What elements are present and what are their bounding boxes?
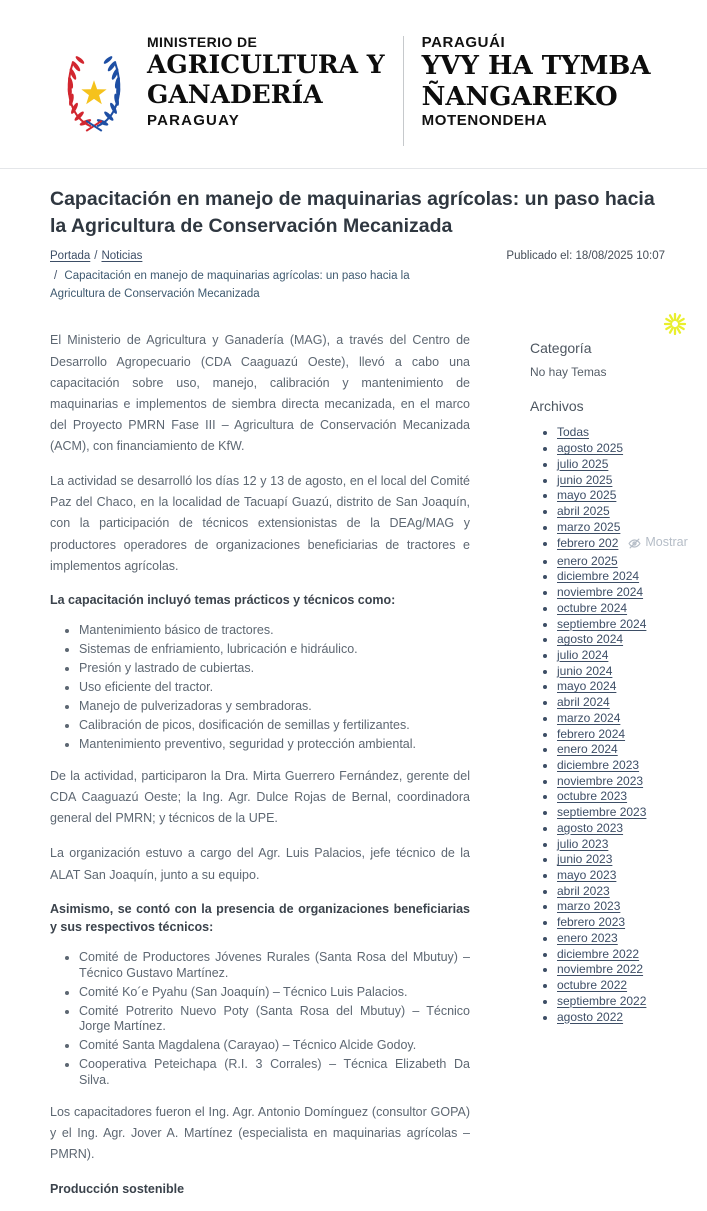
archive-link[interactable]: junio 2025 bbox=[557, 472, 613, 487]
archive-item bbox=[557, 536, 705, 551]
guarani-line-1: PARAGUÁI bbox=[421, 34, 506, 51]
page-title: Capacitación en manejo de maquinarias agrícolas: un paso hacia la Agricultura de Conservación Mecanizada bbox=[50, 188, 655, 238]
archive-link[interactable]: abril 2025 bbox=[557, 503, 610, 518]
main-layout bbox=[0, 330, 707, 1211]
content-bullet-list bbox=[50, 950, 470, 1088]
bullet-item: • Uso eficiente del tractor. bbox=[79, 680, 470, 696]
gold-star-icon bbox=[81, 80, 106, 104]
archive-link[interactable]: julio 2023 bbox=[557, 836, 609, 851]
accessibility-widget-button[interactable] bbox=[663, 312, 687, 336]
content-subheading: La capacitación incluyó temas prácticos y técnicos como: bbox=[50, 592, 396, 607]
ministry-line-3: GANADERÍA bbox=[147, 79, 323, 109]
bullet-item: • Calibración de picos, dosificación de semillas y fertilizantes. bbox=[79, 718, 470, 734]
archive-link[interactable]: marzo 2024 bbox=[557, 710, 621, 725]
article-meta-row bbox=[50, 250, 665, 262]
content-subheading: Producción sostenible bbox=[50, 1181, 185, 1196]
archive-item bbox=[557, 442, 705, 455]
archive-link[interactable]: enero 2024 bbox=[557, 742, 618, 757]
content-paragraph: Los capacitadores fueron el Ing. Agr. Antonio Domínguez (consultor GOPA) y el Ing. Agr. Jover A. Martínez (especialista en maquinarias agrícolas – PMRN). bbox=[50, 1105, 470, 1162]
archives-heading: Archivos bbox=[530, 398, 584, 415]
header-divider bbox=[0, 168, 707, 169]
show-tooltip bbox=[626, 535, 689, 550]
archive-item bbox=[557, 521, 705, 534]
archive-item bbox=[557, 885, 705, 898]
archive-link[interactable]: diciembre 2024 bbox=[557, 569, 640, 584]
archive-link[interactable]: abril 2023 bbox=[557, 883, 610, 898]
archive-link[interactable]: agosto 2022 bbox=[557, 1009, 624, 1024]
archive-link[interactable]: octubre 2022 bbox=[557, 978, 628, 993]
archive-link[interactable]: abril 2024 bbox=[557, 695, 610, 710]
archive-link[interactable]: agosto 2023 bbox=[557, 820, 624, 835]
archive-link[interactable]: marzo 2023 bbox=[557, 899, 621, 914]
ministry-line-1: MINISTERIO DE bbox=[147, 34, 258, 50]
archive-item bbox=[557, 995, 705, 1008]
guarani-line-4: MOTENONDEHA bbox=[421, 112, 548, 130]
content-bullet-list bbox=[50, 623, 470, 753]
archive-item bbox=[557, 743, 705, 756]
archive-link[interactable]: septiembre 2022 bbox=[557, 993, 647, 1008]
breadcrumb-separator: / bbox=[94, 249, 98, 262]
archive-item bbox=[557, 665, 705, 678]
archive-link[interactable]: enero 2023 bbox=[557, 930, 618, 945]
bullet-item: • Cooperativa Peteichapa (R.I. 3 Corrales) – Técnica Elizabeth Da Silva. bbox=[79, 1057, 470, 1088]
ministry-line-4: PARAGUAY bbox=[147, 112, 240, 129]
published-date: Publicado el: 18/08/2025 10:07 bbox=[506, 249, 665, 262]
guarani-line-2: YVY HA TYMBA bbox=[421, 51, 651, 81]
archive-link[interactable]: junio 2023 bbox=[557, 852, 613, 867]
archive-item bbox=[557, 932, 705, 945]
category-heading: Categoría bbox=[530, 340, 592, 357]
bullet-item: • Sistemas de enfriamiento, lubricación e hidráulico. bbox=[79, 642, 470, 658]
archive-link[interactable]: agosto 2024 bbox=[557, 632, 624, 647]
archive-link[interactable]: julio 2025 bbox=[557, 456, 609, 471]
archive-link[interactable]: marzo 2025 bbox=[557, 519, 621, 534]
breadcrumb-current-label: Capacitación en manejo de maquinarias agrícolas: un paso hacia la Agricultura de Conservación Mecanizada bbox=[50, 269, 410, 300]
header-vertical-divider bbox=[403, 36, 404, 146]
archive-item bbox=[557, 649, 705, 662]
show-tooltip-label: Mostrar bbox=[645, 535, 688, 550]
breadcrumb-current-page bbox=[50, 267, 452, 304]
archive-link[interactable]: diciembre 2023 bbox=[557, 758, 640, 773]
archive-link[interactable]: junio 2024 bbox=[557, 663, 613, 678]
archive-item bbox=[557, 790, 705, 803]
breadcrumb bbox=[50, 250, 142, 262]
archive-item bbox=[557, 759, 705, 772]
bullet-item: • Comité Ko´e Pyahu (San Joaquín) – Técnico Luis Palacios. bbox=[79, 985, 470, 1001]
content-paragraph: El Ministerio de Agricultura y Ganadería (MAG), a través del Centro de Desarrollo Agropecuario (CDA Caaguazú Oeste), llevó a cabo una capacitación sobre uso, manejo, calibración y mantenimiento de maquinarias e implementos de siembra directa mecanizada, en el marco del Proyecto PMRN Fase III – Agricultura de Conservación Mecanizada (ACM), con financiamiento de KfW. bbox=[50, 333, 470, 453]
archive-link[interactable]: mayo 2025 bbox=[557, 488, 617, 503]
archive-link[interactable]: enero 2025 bbox=[557, 553, 618, 568]
archive-link[interactable]: agosto 2025 bbox=[557, 441, 624, 456]
content-paragraph: La organización estuvo a cargo del Agr. Luis Palacios, jefe técnico de la ALAT San Joaquín, junto a su equipo. bbox=[50, 846, 470, 882]
breadcrumb-separator: / bbox=[54, 269, 58, 282]
archive-item bbox=[557, 602, 705, 615]
archive-item bbox=[557, 900, 705, 913]
content-paragraph: La actividad se desarrolló los días 12 y 13 de agosto, en el local del Comité Paz del Chaco, en la localidad de Tacuapí Guazú, distrito de San Joaquín, con la participación de técnicos extensionistas de la DEAg/MAG y productores operadores de organizaciones beneficiarias de tractores e implementos agrícolas. bbox=[50, 474, 470, 573]
archive-item bbox=[557, 822, 705, 835]
archive-link[interactable]: julio 2024 bbox=[557, 647, 609, 662]
archive-item bbox=[557, 979, 705, 992]
mag-coat-of-arms-logo bbox=[55, 32, 133, 148]
archive-link[interactable]: noviembre 2024 bbox=[557, 585, 644, 600]
archive-item bbox=[557, 948, 705, 961]
archive-item bbox=[557, 555, 705, 568]
sidebar bbox=[530, 330, 705, 1211]
archive-link[interactable]: noviembre 2023 bbox=[557, 773, 644, 788]
eye-off-icon bbox=[628, 537, 641, 550]
content-subheading: Asimismo, se contó con la presencia de organizaciones beneficiarias y sus respectivos técnicos: bbox=[50, 901, 470, 935]
bullet-item: • Comité Santa Magdalena (Carayao) – Técnico Alcide Godoy. bbox=[79, 1038, 470, 1054]
bullet-item: • Comité de Productores Jóvenes Rurales (Santa Rosa del Mbutuy) – Técnico Gustavo Martínez. bbox=[79, 950, 470, 981]
bullet-item: • Manejo de pulverizadoras y sembradoras. bbox=[79, 699, 470, 715]
ministry-line-2: AGRICULTURA Y bbox=[147, 50, 385, 79]
archive-item bbox=[557, 505, 705, 518]
yellow-asterisk-icon bbox=[663, 312, 687, 336]
bullet-item: • Mantenimiento preventivo, seguridad y protección ambiental. bbox=[79, 737, 470, 753]
archive-link[interactable]: septiembre 2023 bbox=[557, 805, 647, 820]
archive-link[interactable]: diciembre 2022 bbox=[557, 946, 640, 961]
archive-item bbox=[557, 806, 705, 819]
archive-item bbox=[557, 963, 705, 976]
archive-item bbox=[557, 489, 705, 502]
archive-link[interactable]: Todas bbox=[557, 425, 590, 440]
article-body bbox=[50, 330, 470, 1211]
breadcrumb-link-portada[interactable]: Portada bbox=[50, 249, 91, 262]
archive-item bbox=[557, 474, 705, 487]
archive-item bbox=[557, 570, 705, 583]
site-header bbox=[0, 0, 707, 148]
archive-item bbox=[557, 1011, 705, 1024]
bullet-item: • Mantenimiento básico de tractores. bbox=[79, 623, 470, 639]
archive-item bbox=[557, 869, 705, 882]
archive-link[interactable]: febrero 2024 bbox=[557, 726, 626, 741]
archive-item bbox=[557, 426, 705, 439]
archive-item bbox=[557, 775, 705, 788]
bullet-item: • Presión y lastrado de cubiertas. bbox=[79, 661, 470, 677]
archive-item bbox=[557, 838, 705, 851]
archive-item bbox=[557, 712, 705, 725]
archive-link[interactable]: febrero 2023 bbox=[557, 915, 626, 930]
breadcrumb-link-noticias[interactable]: Noticias bbox=[101, 249, 143, 262]
archive-item bbox=[557, 618, 705, 631]
archive-item bbox=[557, 916, 705, 929]
archive-link[interactable]: mayo 2024 bbox=[557, 679, 617, 694]
archive-link[interactable]: mayo 2023 bbox=[557, 868, 617, 883]
archive-item bbox=[557, 680, 705, 693]
archive-item bbox=[557, 728, 705, 741]
archive-item bbox=[557, 853, 705, 866]
archive-link[interactable]: noviembre 2022 bbox=[557, 962, 644, 977]
archive-link[interactable]: octubre 2023 bbox=[557, 789, 628, 804]
archive-list bbox=[530, 426, 705, 1023]
bullet-item: • Comité Potrerito Nuevo Poty (Santa Rosa del Mbutuy) – Técnico Jorge Martínez. bbox=[79, 1004, 470, 1035]
archive-link[interactable]: febrero 202 bbox=[557, 536, 619, 551]
archive-item bbox=[557, 633, 705, 646]
archive-item bbox=[557, 458, 705, 471]
archive-item bbox=[557, 586, 705, 599]
category-empty-text: No hay Temas bbox=[530, 365, 607, 380]
ministry-wordmark-guarani bbox=[422, 30, 651, 129]
archive-link[interactable]: octubre 2024 bbox=[557, 600, 628, 615]
content-paragraph: De la actividad, participaron la Dra. Mirta Guerrero Fernández, gerente del CDA Caaguazú Oeste; la Ing. Agr. Dulce Rojas de Bernal, coordinadora general del PMRN; y técnicos de la UPE. bbox=[50, 769, 470, 826]
archive-link[interactable]: septiembre 2024 bbox=[557, 616, 647, 631]
guarani-line-3: ÑANGAREKO bbox=[421, 81, 618, 112]
archive-item bbox=[557, 696, 705, 709]
ministry-wordmark-es bbox=[147, 30, 385, 129]
